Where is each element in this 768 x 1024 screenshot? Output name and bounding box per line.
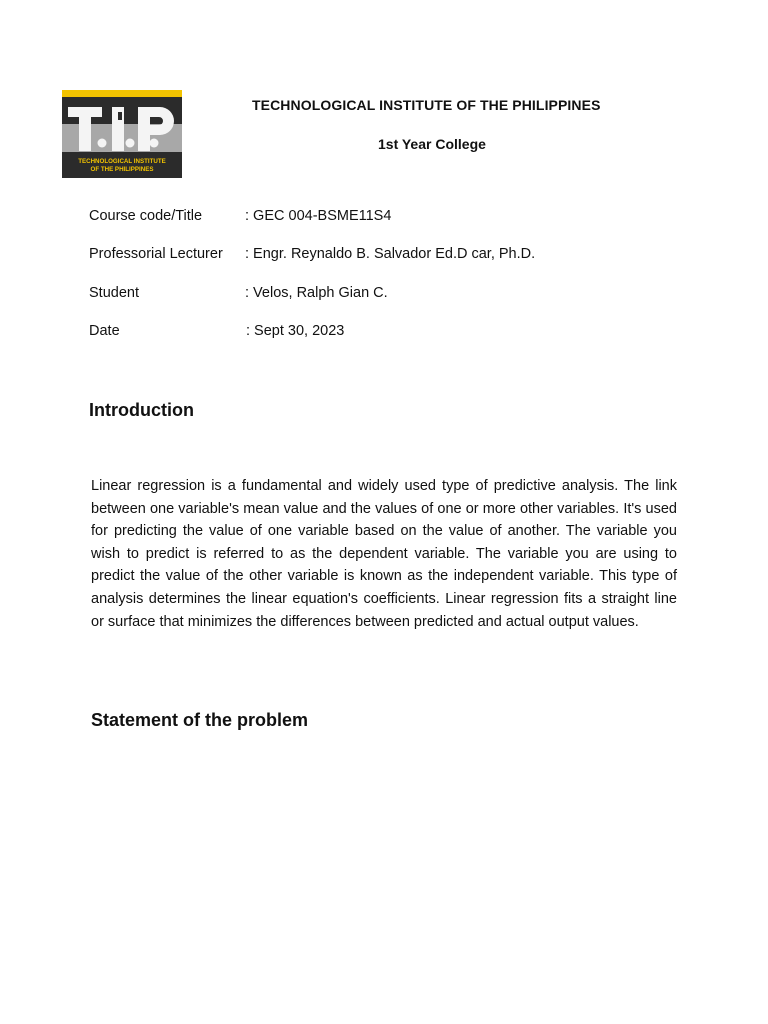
introduction-heading: Introduction	[89, 400, 194, 420]
statement-heading: Statement of the problem	[91, 710, 309, 730]
info-label: Date	[89, 323, 120, 339]
info-value: : Engr. Reynaldo B. Salvador Ed.D car, Ph.D.	[245, 246, 536, 262]
info-value: : GEC 004-BSME11S4	[245, 208, 392, 224]
introduction-paragraph: Linear regression is a fundamental and widely used type of predictive analysis. The link between one variable's mean value and the values of one or more other variables. It's used for predicting the value of one variable based on the value of another. The variable you wish to predict is referred to as the dependent variable. The variable you are using to predict the value of the other variable is known as the independent variable. This type of analysis determines the linear equation's coefficients. Linear regression fits a straight line or surface that minimizes the differences between predicted and actual output values.	[91, 478, 677, 630]
info-value: : Velos, Ralph Gian C.	[245, 285, 388, 301]
info-label: Professorial Lecturer	[89, 246, 223, 262]
info-label: Student	[89, 285, 139, 301]
logo-gold-bar	[62, 90, 182, 97]
year-level: 1st Year College	[378, 136, 486, 152]
info-label: Course code/Title	[89, 208, 203, 224]
logo-caption-line1: TECHNOLOGICAL INSTITUTE	[78, 158, 166, 165]
logo-caption-line2: OF THE PHILIPPINES	[90, 166, 154, 173]
institution-name: TECHNOLOGICAL INSTITUTE OF THE PHILIPPINES	[252, 97, 601, 113]
tip-logo	[62, 90, 182, 178]
logo-dark-bar	[62, 97, 182, 101]
info-value: : Sept 30, 2023	[246, 323, 345, 339]
